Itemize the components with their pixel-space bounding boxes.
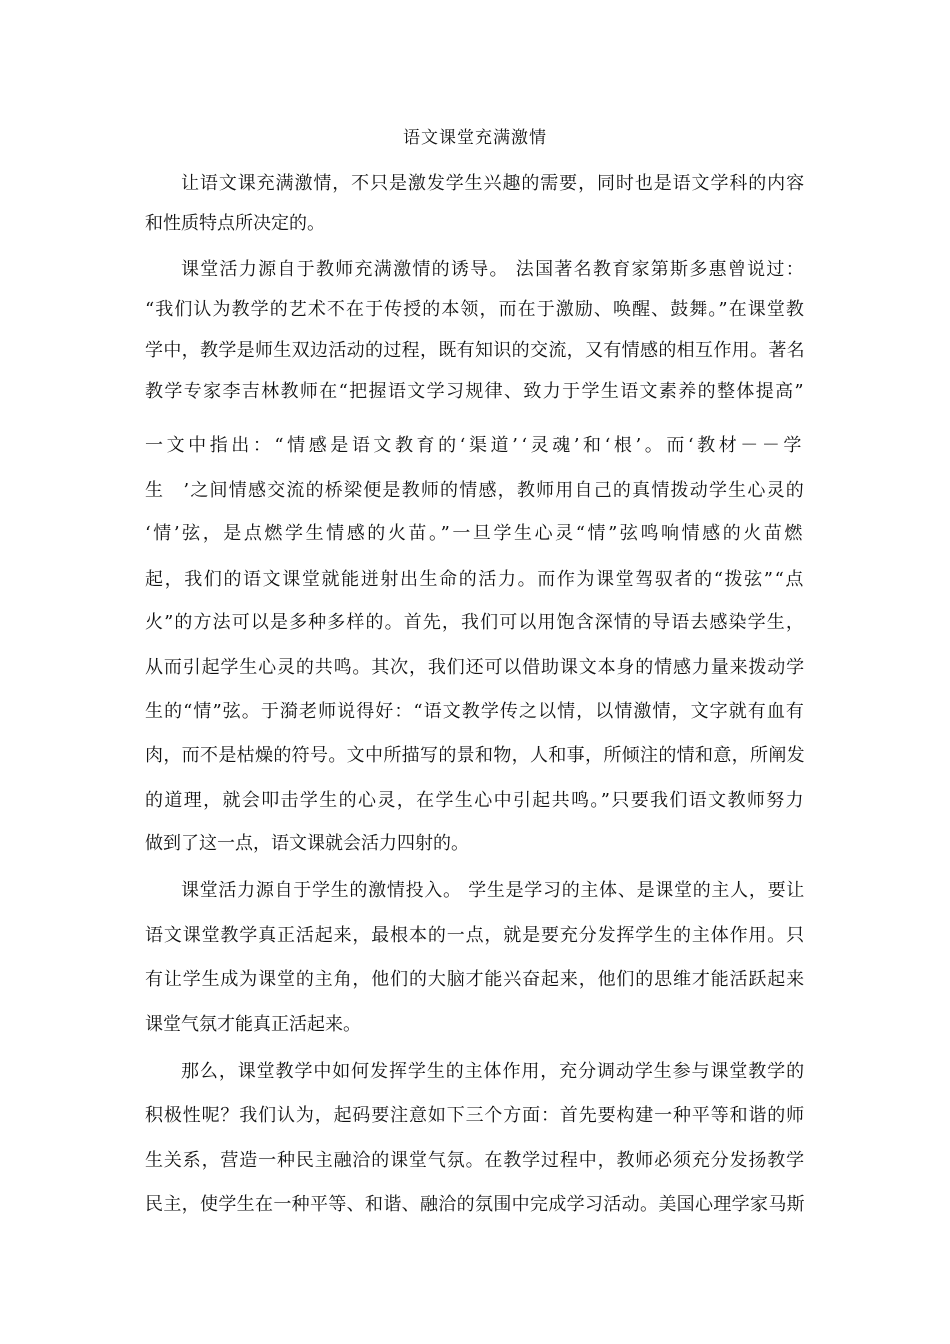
text-line-content: 课堂气氛才能真正活起来。 [145,1014,361,1035]
text-line-content: 生 ’之间情感交流的桥梁便是教师的情感，教师用自己的真情拨动学生心灵的 [145,480,805,501]
text-line-content: 语文课堂教学真正活起来，最根本的一点，就是要充分发挥学生的主体作用。只 [145,925,805,946]
text-line-content: 积极性呢？我们认为，起码要注意如下三个方面：首先要构建一种平等和谐的师 [145,1105,805,1126]
text-line-content: 民主，使学生在一种平等、和谐、融洽的氛围中完成学习活动。美国心理学家马斯 [145,1194,805,1215]
text-line-content: 生关系，营造一种民主融洽的课堂气氛。在教学过程中，教师必须充分发扬教学 [145,1150,805,1171]
text-line-content: 教学专家李吉林教师在“把握语文学习规律、致力于学生语文素养的整体提高” [145,381,805,402]
text-line-content: 和性质特点所决定的。 [145,213,325,234]
text-line-content: 生的“情”弦。于漪老师说得好：“语文教学传之以情，以情激情，文字就有血有 [145,701,805,722]
text-line-content: 那么，课堂教学中如何发挥学生的主体作用，充分调动学生参与课堂教学的 [181,1061,805,1082]
text-line-content: 火”的方法可以是多种多样的。首先，我们可以用饱含深情的导语去感染学生， [145,612,805,633]
text-line-content: 肉，而不是枯燥的符号。文中所描写的景和物，人和事，所倾注的情和意，所阐发 [145,745,805,766]
text-line-content: 让语文课充满激情，不只是激发学生兴趣的需要，同时也是语文学科的内容 [181,173,805,194]
document-title: 语文课堂充满激情 [403,128,547,148]
text-line-content: ‘情’弦，是点燃学生情感的火苗。”一旦学生心灵“情”弦鸣响情感的火苗燃 [145,523,805,544]
text-line-content: 从而引起学生心灵的共鸣。其次，我们还可以借助课文本身的情感力量来拨动学 [145,657,805,678]
text-line-content: 做到了这一点，语文课就会活力四射的。 [145,833,469,854]
text-line-content: 课堂活力源自于学生的激情投入。 学生是学习的主体、是课堂的主人，要让 [181,880,805,901]
text-line-content: 一文中指出：“情感是语文教育的‘渠道’‘灵魂’和‘根’。而‘教材－－学 [145,435,805,456]
text-line-content: 起，我们的语文课堂就能迸射出生命的活力。而作为课堂驾驭者的“拨弦”“点 [145,569,805,590]
text-line-content: 学中，教学是师生双边活动的过程，既有知识的交流，又有情感的相互作用。著名 [145,340,805,361]
text-line-content: 有让学生成为课堂的主角，他们的大脑才能兴奋起来，他们的思维才能活跃起来 [145,969,805,990]
text-line-content: 的道理，就会叩击学生的心灵，在学生心中引起共鸣。”只要我们语文教师努力 [145,790,805,811]
text-line-content: 课堂活力源自于教师充满激情的诱导。 法国著名教育家第斯多惠曾说过： [181,259,805,280]
text-line-content: “我们认为教学的艺术不在于传授的本领，而在于激励、唤醒、鼓舞。”在课堂教 [145,299,805,320]
